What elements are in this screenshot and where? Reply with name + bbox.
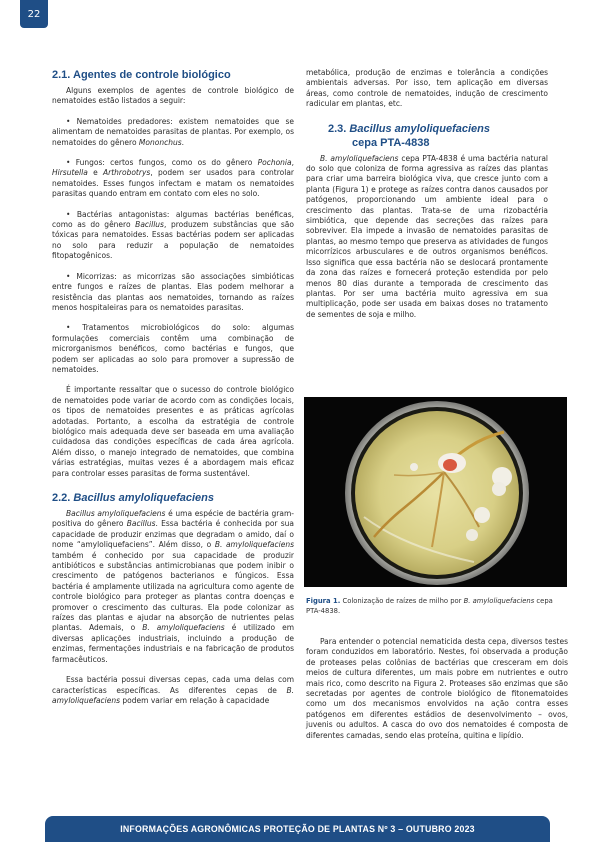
page-number: 22 (20, 0, 48, 28)
right-column-lower (306, 637, 568, 741)
section-2-3-paragraph: B. amyloliquefaciens cepa PTA-4838 é uma bactéria natural do solo que coloniza de forma agressiva as raízes das plantas para criar uma barreira biológica viva, que cresce junto com a planta (Figura 1) e protege as raízes contra danos causados por patógenos, proporcionando um ambiente ideal para o crescimento das plantas. Trata-se de uma rizobactéria simbiótica, que depende das secreções das raízes para sobreviver. Ela impede a invasão de nematoides parasitas de plantas, ao mesmo tempo que preserva as atividades de fungos micorrízicos arbusculares e de outros organismos benéficos. Isso significa que essa bactéria não se deslocará prontamente da zona das raízes e fornecerá proteção estendida por pelo menos 80 dias durante a temporada de crescimento das plantas. Por ser uma bactéria muito agressiva em sua multiplicação, pode ser usada em baixas doses no tratamento de sementes de soja e milho. (306, 153, 548, 319)
list-item-bacteria: • Bactérias antagonistas: algumas bactérias benéficas, como as do gênero Bacillus, produzem substâncias que são tóxicas para nematoides. Essas bactérias podem ser aplicadas no solo para reduzir a população de nematoides fitopatogênicos. (52, 209, 294, 261)
petri-dish-image (304, 397, 567, 587)
left-column (52, 68, 294, 706)
section-2-2-paragraph-2: Essa bactéria possui diversas cepas, cada uma delas com características específicas. As diferentes cepas de B. amyloliquefaciens podem variar em relação à capacidade (52, 675, 294, 705)
list-item-predators: • Nematoides predadores: existem nematoides que se alimentam de nematoides parasitas de plantas. Por exemplo, os nematoides do gênero Mononchus. (52, 116, 294, 147)
section-2-2-heading: 2.2. Bacillus amyloliquefaciens (52, 492, 215, 504)
section-2-1-closing: É importante ressaltar que o sucesso do controle biológico de nematoides pode variar de acordo com as condições locais, os tipos de nematoides presentes e as práticas agrícolas adotadas. Portanto, a escolha da estratégia de controle biológico mais adequada deve ser baseada em uma avaliação cuidadosa das condições específicas de cada área agrícola. Além disso, o manejo integrado de nematoides, que combina várias estratégias, muitas vezes é a abordagem mais eficaz para controlar esses parasitas de forma sustentável. (52, 385, 294, 478)
list-item-fungi: • Fungos: certos fungos, como os do gênero Pochonia, Hirsutella e Arthrobotrys, podem ser usados para controlar nematoides. Esses fungos infectam e matam os nematoides parasitas quando entram em contato com eles no solo. (52, 158, 294, 199)
section-2-1-heading: 2.1. Agentes de controle biológico (52, 69, 231, 81)
page-footer (0, 808, 595, 842)
list-item-microbial-treatments: • Tratamentos microbiológicos do solo: algumas formulações comerciais contêm uma combinação de microrganismos benéficos, como bactérias e fungos, que podem ser aplicadas ao solo para promover a supressão de nematoides. (52, 323, 294, 374)
right-column-continuation: metabólica, produção de enzimas e tolerância a condições ambientais adversas. Por isso, tem aplicação em diversas áreas, como controle de nematoides, indução de crescimento radicular em plantas, etc. (306, 68, 548, 109)
nematicide-potential-paragraph: Para entender o potencial nematicida desta cepa, diversos testes foram conduzidos em laboratório. Nestes, foi observada a produção de proteases pelas colônias de bactérias que cresceram em dois meios de cultura diferentes, um mais pobre em nutrientes e outro mais rico, como descrito na Figura 2. Proteases são enzimas que são secretadas por agentes de controle biológico de fitonematoides como um dos mecanismos envolvidos na ação contra esses patógenos em diferentes estádios de desenvolvimento – ovos, juvenis ou adultos. A casca do ovo dos nematoides é composta de diferentes camadas, sendo elas proteína, quitina e lipídio. (306, 637, 568, 740)
figure-1-caption: Figura 1. Colonização de raízes de milho por B. amyloliquefaciens cepa PTA-4838. (306, 597, 553, 615)
list-item-mycorrhizae: • Micorrizas: as micorrizas são associações simbióticas entre fungos e raízes de plantas. Elas podem melhorar a resistência das plantas aos nematoides, tornando as raízes menos hospitaleiras para os nematoides parasitas. (52, 271, 294, 312)
footer-title: INFORMAÇÕES AGRONÔMICAS PROTEÇÃO DE PLANTAS Nº 3 – OUTUBRO 2023 (45, 816, 550, 842)
figure-1-photo (304, 397, 567, 587)
section-2-2-paragraph-1: Bacillus amyloliquefaciens é uma espécie de bactéria gram-positiva do gênero Bacillus. Essa bactéria é conhecida por sua capacidade de produzir enzimas que degradam o amido, daí o nome “amyloliquefaciens”. Além disso, o B. amyloliquefaciens também é conhecido por sua capacidade de produzir antibióticos e substâncias antimicrobianas que podem inibir o crescimento de patógenos bacterianos e fúngicos. Essa bactéria é amplamente utilizada na agricultura como agente de controle biológico para proteger as plantas contra doenças e promover o crescimento das culturas. Ela pode colonizar as raízes das plantas e ajudar na absorção de nutrientes pelas plantas. Ademais, o B. amyloliquefaciens é utilizado em diversas aplicações industriais, incluindo a produção de enzimas, fermentações industriais e na fabricação de produtos farmacêuticos. (52, 509, 294, 664)
section-2-1-intro: Alguns exemplos de agentes de controle biológico de nematoides estão listados a seguir: (52, 86, 294, 106)
section-2-3-heading: 2.3. Bacillus amyloliquefaciens cepa PTA-4838 (328, 122, 491, 149)
right-column (306, 68, 548, 320)
